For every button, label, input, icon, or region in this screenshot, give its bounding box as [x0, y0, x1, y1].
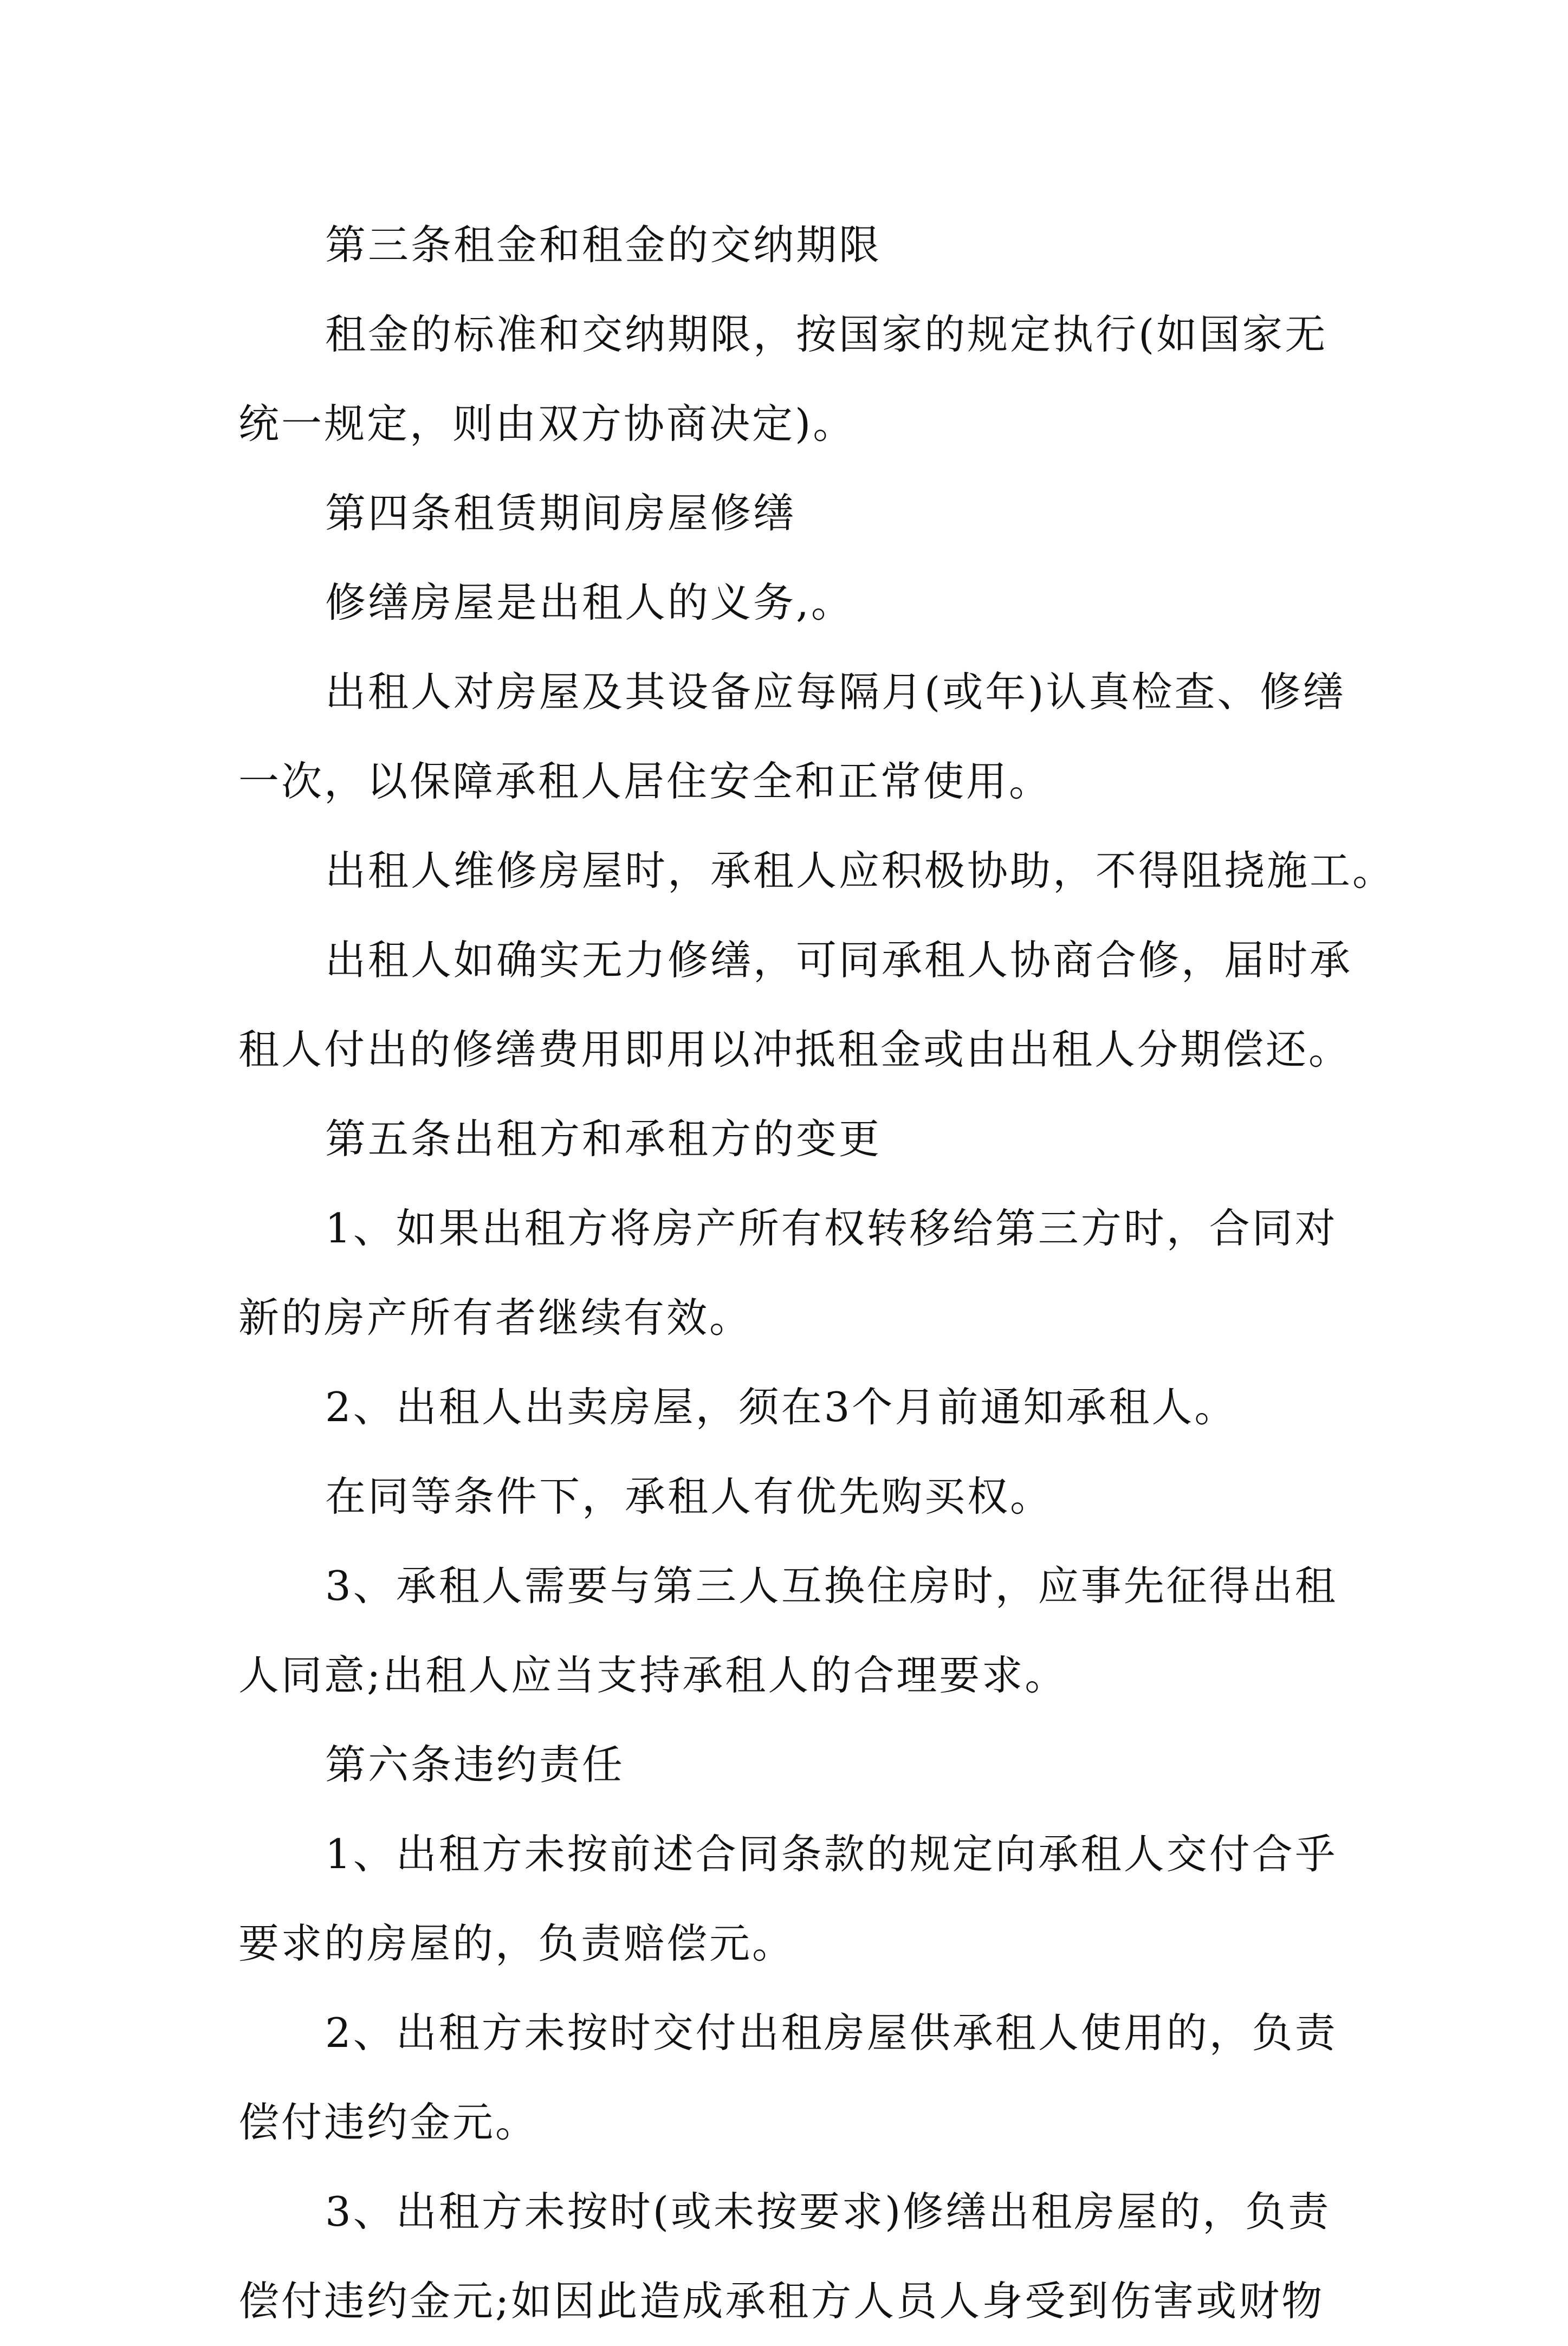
document-body	[238, 200, 1396, 2346]
text-line: 第四条租赁期间房屋修缮	[325, 489, 796, 537]
text-line: 3、出租方未按时(或未按要求)修缮出租房屋的，负责	[325, 2188, 1331, 2235]
text-line: 租人付出的修缮费用即用以冲抵租金或由出租人分期偿还。	[238, 1026, 1352, 1073]
text-line: 2、出租人出卖房屋，须在3个月前通知承租人。	[325, 1383, 1237, 1431]
text-line: 偿付违约金元。	[238, 2098, 539, 2146]
text-line: 一次，以保障承租人居住安全和正常使用。	[238, 757, 1052, 805]
text-line: 3、承租人需要与第三人互换住房时，应事先征得出租	[325, 1562, 1338, 1610]
text-line: 出租人维修房屋时，承租人应积极协助，不得阻挠施工。	[325, 847, 1396, 895]
text-line: 统一规定，则由双方协商决定)。	[238, 400, 856, 448]
text-line: 第五条出租方和承租方的变更	[325, 1115, 882, 1163]
text-line: 新的房产所有者继续有效。	[238, 1294, 753, 1342]
text-line: 修缮房屋是出租人的义务,。	[325, 579, 854, 626]
text-line: 出租人对房屋及其设备应每隔月(或年)认真检查、修缮	[325, 668, 1346, 716]
text-line: 第三条租金和租金的交纳期限	[325, 221, 882, 269]
text-line: 在同等条件下，承租人有优先购买权。	[325, 1473, 1053, 1520]
text-line: 要求的房屋的，负责赔偿元。	[238, 1920, 795, 1967]
text-line: 偿付违约金元;如因此造成承租方人员人身受到伤害或财物	[238, 2277, 1325, 2325]
text-line: 第六条违约责任	[325, 1741, 625, 1788]
text-line: 1、如果出租方将房产所有权转移给第三方时，合同对	[325, 1204, 1338, 1252]
text-line: 租金的标准和交纳期限，按国家的规定执行(如国家无	[325, 310, 1328, 358]
text-line: 人同意;出租人应当支持承租人的合理要求。	[238, 1651, 1068, 1699]
text-line: 出租人如确实无力修缮，可同承租人协商合修，届时承	[325, 936, 1353, 984]
text-line: 2、出租方未按时交付出租房屋供承租人使用的，负责	[325, 2009, 1338, 2057]
text-line: 1、出租方未按前述合同条款的规定向承租人交付合乎	[325, 1830, 1338, 1878]
